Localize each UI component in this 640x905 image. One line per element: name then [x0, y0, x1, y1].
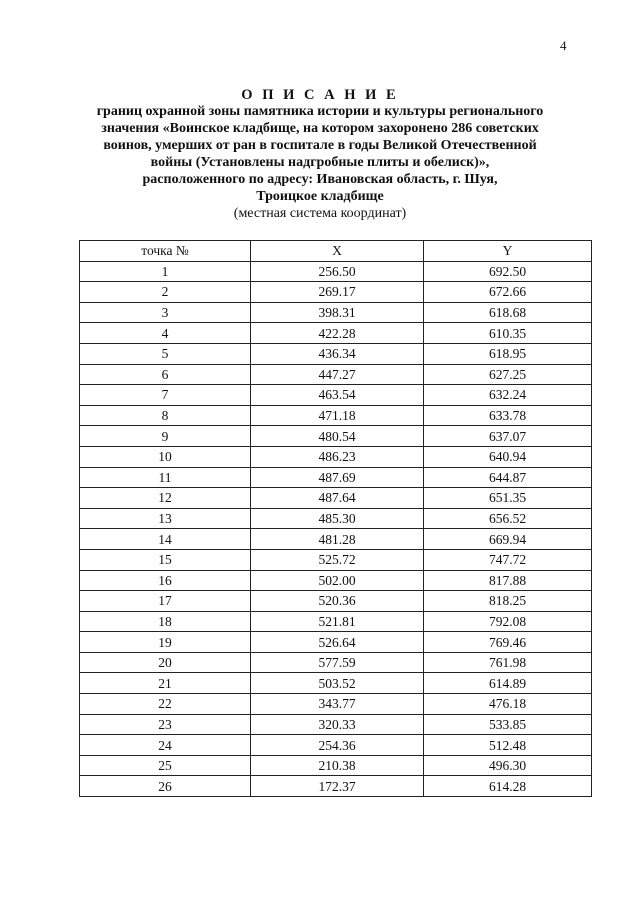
x-coordinate-cell: 526.64 [251, 632, 424, 653]
y-coordinate-cell: 651.35 [424, 488, 592, 509]
y-coordinate-cell: 792.08 [424, 611, 592, 632]
y-coordinate-cell: 769.46 [424, 632, 592, 653]
y-coordinate-cell: 618.68 [424, 302, 592, 323]
x-coordinate-cell: 422.28 [251, 323, 424, 344]
x-coordinate-cell: 486.23 [251, 446, 424, 467]
x-coordinate-cell: 320.33 [251, 714, 424, 735]
y-coordinate-cell: 747.72 [424, 549, 592, 570]
point-number-cell: 18 [80, 611, 251, 632]
table-header-row [80, 241, 592, 262]
table-row [80, 302, 592, 323]
point-number-cell: 7 [80, 385, 251, 406]
x-coordinate-cell: 269.17 [251, 282, 424, 303]
table-row [80, 364, 592, 385]
y-coordinate-cell: 818.25 [424, 591, 592, 612]
point-number-cell: 24 [80, 735, 251, 756]
x-coordinate-cell: 480.54 [251, 426, 424, 447]
y-coordinate-cell: 533.85 [424, 714, 592, 735]
y-coordinate-cell: 476.18 [424, 694, 592, 715]
table-row [80, 591, 592, 612]
point-number-cell: 20 [80, 652, 251, 673]
table-row [80, 652, 592, 673]
point-number-cell: 8 [80, 405, 251, 426]
point-number-cell: 1 [80, 261, 251, 282]
table-row [80, 261, 592, 282]
x-coordinate-cell: 577.59 [251, 652, 424, 673]
coordinates-table [79, 240, 592, 797]
point-number-cell: 16 [80, 570, 251, 591]
point-number-cell: 23 [80, 714, 251, 735]
point-number-cell: 25 [80, 755, 251, 776]
y-coordinate-cell: 496.30 [424, 755, 592, 776]
heading-line: расположенного по адресу: Ивановская область, г. Шуя, [142, 172, 498, 187]
x-coordinate-cell: 520.36 [251, 591, 424, 612]
x-coordinate-cell: 487.69 [251, 467, 424, 488]
table-row [80, 508, 592, 529]
column-header-point: точка № [80, 241, 251, 262]
y-coordinate-cell: 656.52 [424, 508, 592, 529]
point-number-cell: 26 [80, 776, 251, 797]
x-coordinate-cell: 471.18 [251, 405, 424, 426]
x-coordinate-cell: 521.81 [251, 611, 424, 632]
x-coordinate-cell: 503.52 [251, 673, 424, 694]
table-row [80, 549, 592, 570]
point-number-cell: 22 [80, 694, 251, 715]
heading-line: войны (Установлены надгробные плиты и обелиск)», [150, 155, 490, 170]
table-row [80, 529, 592, 550]
x-coordinate-cell: 485.30 [251, 508, 424, 529]
table-row [80, 735, 592, 756]
point-number-cell: 9 [80, 426, 251, 447]
table-row [80, 611, 592, 632]
y-coordinate-cell: 644.87 [424, 467, 592, 488]
table-row [80, 323, 592, 344]
x-coordinate-cell: 481.28 [251, 529, 424, 550]
y-coordinate-cell: 614.28 [424, 776, 592, 797]
point-number-cell: 5 [80, 343, 251, 364]
point-number-cell: 11 [80, 467, 251, 488]
point-number-cell: 21 [80, 673, 251, 694]
point-number-cell: 2 [80, 282, 251, 303]
point-number-cell: 10 [80, 446, 251, 467]
y-coordinate-cell: 692.50 [424, 261, 592, 282]
table-row [80, 405, 592, 426]
table-row [80, 632, 592, 653]
table-row [80, 426, 592, 447]
table-row [80, 714, 592, 735]
column-header-x: X [251, 241, 424, 262]
x-coordinate-cell: 436.34 [251, 343, 424, 364]
point-number-cell: 3 [80, 302, 251, 323]
point-number-cell: 4 [80, 323, 251, 344]
y-coordinate-cell: 614.89 [424, 673, 592, 694]
x-coordinate-cell: 398.31 [251, 302, 424, 323]
y-coordinate-cell: 512.48 [424, 735, 592, 756]
x-coordinate-cell: 254.36 [251, 735, 424, 756]
document-title: О П И С А Н И Е [241, 87, 399, 103]
y-coordinate-cell: 633.78 [424, 405, 592, 426]
table-row [80, 446, 592, 467]
y-coordinate-cell: 817.88 [424, 570, 592, 591]
heading-line: Троицкое кладбище [256, 189, 384, 204]
table-row [80, 467, 592, 488]
coordinates-table-body [80, 261, 592, 796]
table-row [80, 694, 592, 715]
column-header-y: Y [424, 241, 592, 262]
table-row [80, 385, 592, 406]
heading-line: границ охранной зоны памятника истории и культуры регионального [96, 104, 544, 119]
y-coordinate-cell: 761.98 [424, 652, 592, 673]
point-number-cell: 19 [80, 632, 251, 653]
y-coordinate-cell: 627.25 [424, 364, 592, 385]
x-coordinate-cell: 463.54 [251, 385, 424, 406]
y-coordinate-cell: 640.94 [424, 446, 592, 467]
table-row [80, 343, 592, 364]
y-coordinate-cell: 618.95 [424, 343, 592, 364]
table-row [80, 673, 592, 694]
point-number-cell: 17 [80, 591, 251, 612]
coordinate-system-note: (местная система координат) [233, 206, 407, 221]
y-coordinate-cell: 672.66 [424, 282, 592, 303]
x-coordinate-cell: 210.38 [251, 755, 424, 776]
x-coordinate-cell: 256.50 [251, 261, 424, 282]
y-coordinate-cell: 637.07 [424, 426, 592, 447]
x-coordinate-cell: 172.37 [251, 776, 424, 797]
table-row [80, 755, 592, 776]
point-number-cell: 12 [80, 488, 251, 509]
table-row [80, 282, 592, 303]
point-number-cell: 6 [80, 364, 251, 385]
heading-line: воинов, умерших от ран в госпитале в годы Великой Отечественной [103, 138, 537, 153]
table-row [80, 570, 592, 591]
point-number-cell: 13 [80, 508, 251, 529]
table-row [80, 488, 592, 509]
y-coordinate-cell: 610.35 [424, 323, 592, 344]
x-coordinate-cell: 343.77 [251, 694, 424, 715]
point-number-cell: 15 [80, 549, 251, 570]
point-number-cell: 14 [80, 529, 251, 550]
table-row [80, 776, 592, 797]
x-coordinate-cell: 447.27 [251, 364, 424, 385]
x-coordinate-cell: 525.72 [251, 549, 424, 570]
y-coordinate-cell: 632.24 [424, 385, 592, 406]
document-heading [60, 103, 580, 205]
x-coordinate-cell: 502.00 [251, 570, 424, 591]
x-coordinate-cell: 487.64 [251, 488, 424, 509]
heading-line: значения «Воинское кладбище, на котором захоронено 286 советских [101, 121, 539, 136]
y-coordinate-cell: 669.94 [424, 529, 592, 550]
page-number: 4 [560, 38, 567, 53]
